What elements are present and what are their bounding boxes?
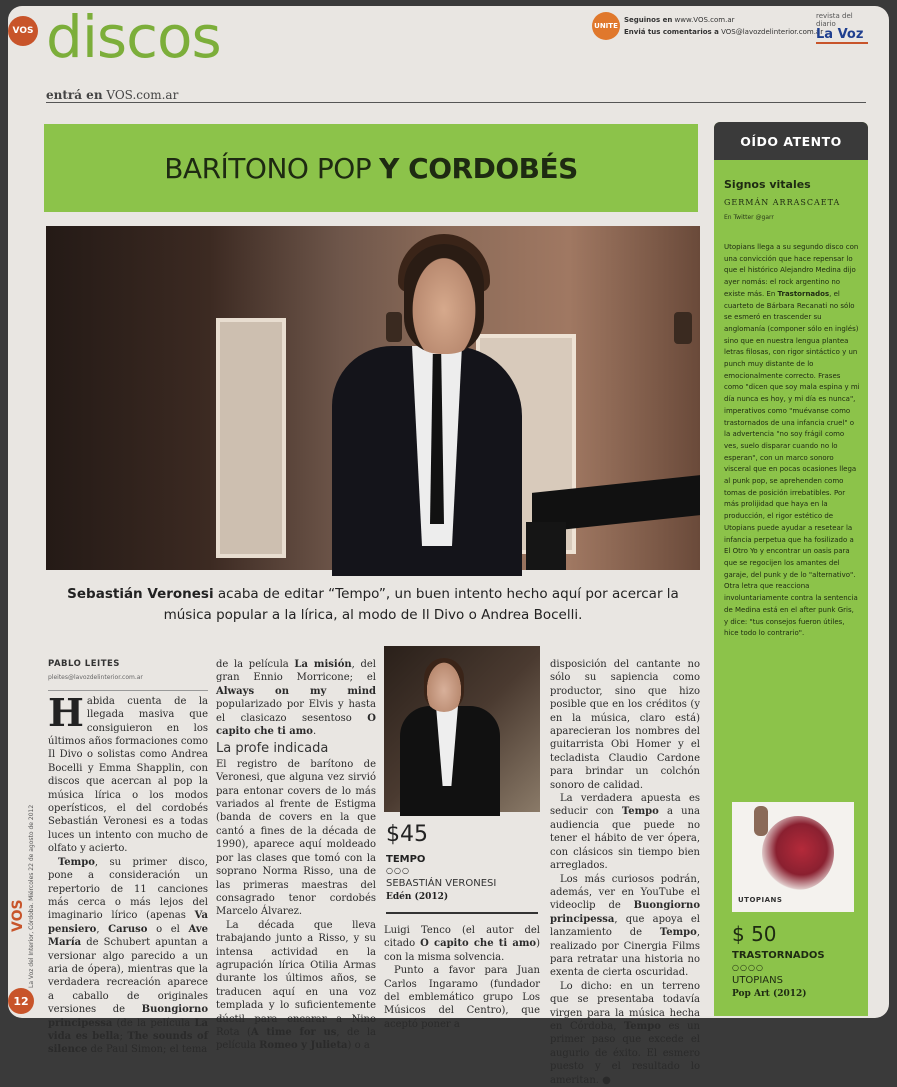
- photo-caption: [46, 584, 700, 626]
- sidebar-title: Signos vitales: [724, 178, 811, 191]
- photo-window-left: [216, 318, 286, 558]
- margin-vos: VOS: [10, 899, 26, 932]
- main-photo: [46, 226, 700, 570]
- follow-email: VOS@lavozdelinterior.com.ar: [721, 28, 824, 36]
- entra-site: VOS.com.ar: [106, 88, 179, 102]
- follow-prefix-2: Enviá tus comentarios a: [624, 28, 719, 36]
- entra-link[interactable]: [46, 88, 178, 102]
- sidebar-product-title: TRASTORNADOS: [732, 950, 825, 961]
- follow-site: www.VOS.com.ar: [674, 16, 735, 24]
- cover-figure: [754, 806, 768, 836]
- photo-piano-stool: [526, 522, 566, 570]
- headline-bold: Y CORDOBÉS: [379, 151, 578, 185]
- small-photo: [384, 646, 540, 812]
- vos-badge: VOS: [8, 16, 38, 46]
- unite-badge: UNITE: [592, 12, 620, 40]
- sidebar-text: Utopians llega a su segundo disco con una convicción que hace repensar lo que el histórico Alejandro Medina dijo ayer nomás: el rock argentino no existe más. En Trastornados, el cuarteto de Bárbara Recanati no sólo se esmeró en trascender su anglomanía (componer sólo en inglés) sino que en nuestra lengua plantea letras filosas, con rigor sintáctico y un punch muy distante de lo emocionalmente correcto. Frases como "dicen que soy mala espina y mi día nunca es hoy, y mi día es nunca", imperativos como "muévanse como trastornados de una infancia cruel" o la advertencia "no soy frágil como ves, suelo disparar cuando no lo esperan", con un marco sonoro visceral que en pocas ocasiones llega al punk pop, se aprehenden como tomas de posición irrebatibles. Por más prolijidad que haya en la producción, el rigor estético de Utopians puede ayudar a resetear la infancia perpetua que ha fosilizado a El Otro Yo y encontrar un oasis para que se regocijen los amantes del garaje, del punk y de lo "alternativo". Otra letra que reacciona involuntariamente contra la sentencia de Medina está en el after punk Gris, y dice: "tus consejos fueron útiles, hice todo lo contrario".: [724, 243, 860, 638]
- sidebar-rating: ○○○○: [732, 963, 764, 972]
- sidebar-artist: UTOPIANS: [732, 975, 783, 986]
- product-artist: SEBASTIÁN VERONESI: [386, 878, 497, 889]
- dropcap: H: [48, 689, 84, 735]
- sidebar-author: GERMÁN ARRASCAETA: [724, 198, 841, 207]
- caption-text: acaba de editar “Tempo”, un buen intento hecho aquí por acercar la música popular a la lírica, al modo de Il Divo o Andrea Bocelli.: [163, 586, 679, 623]
- photo-person-head: [404, 244, 484, 354]
- follow-info: [624, 14, 823, 38]
- sidebar-heading: OÍDO ATENTO: [714, 122, 868, 160]
- product-label: Edén (2012): [386, 892, 449, 902]
- headline-light: BARÍTONO POP: [164, 151, 372, 185]
- small-photo-head: [424, 658, 464, 712]
- product-rule: [386, 912, 538, 914]
- article-column-2: de la película La misión, del gran Ennio Morricone; el Always on my mind popularizado por Elvis y hasta el clasicazo sesentoso O capito che ti amo. La profe indicada El registro de barítono de Veronesi, que alguna vez sirvió para entonar covers de lo más variados al frente de Estigma (banda de covers en la que cantó a fines de la década de 1990), aparece aquí moldeado por las clases que tomó con la soprano Norma Risso, una de las primeras maestras del consagrado tenor cordobés Marcelo Álvarez. La década que lleva trabajando junto a Risso, y su intensa actividad en la agrupación lírica Otilia Armas durante los últimos años, se traducen aquí en una voz templada y lo suficientemente dúctil para encarar a Nino Rota (A time for us, de la película Romeo y Julieta) o a: [216, 659, 377, 1052]
- entra-prefix: entrá en: [46, 88, 103, 102]
- caption-name: Sebastián Veronesi: [67, 586, 214, 602]
- page-number: 12: [8, 988, 34, 1014]
- section-title: discos: [46, 3, 221, 71]
- header-rule: [46, 102, 866, 103]
- newspaper-page: [8, 3, 889, 1086]
- byline-email: pleites@lavozdelinterior.com.ar: [48, 671, 208, 690]
- sidebar-album-cover: [732, 802, 854, 912]
- product-price: $45: [386, 822, 428, 847]
- subhead: La profe indicada: [216, 741, 329, 757]
- article-column-3: Luigi Tenco (el autor del citado O capito che ti amo) con la misma solvencia. Punto a favor para Juan Carlos Ingaramo (fundador del emblemático grupo Los Músicos del Centro), que aceptó poner a: [384, 925, 540, 1030]
- article-column-1: PABLO LEITES pleites@lavozdelinterior.com.ar Habida cuenta de la llegada masiva que consiguieron en los últimos años formaciones como Il Divo o solistas como Andrea Bocelli y Emma Shapplin, con discos que acercan al pop la música lírica o los modos operísticos, el del cordobés Sebastián Veronesi es a todas luces un intento con mucho de olfato y acierto. Tempo, su primer disco, pone a consideración un repertorio de 11 canciones más cerca o más lejos del imaginario lírico (apenas Va pensiero, Caruso o el Ave María de Schubert apuntan a versionar algo parecido a un aria de ópera), mientras que la verdadera recreación aparece a caballo de originales versiones de Buongiorno principessa (de la película La vida es bella; The sounds of silence de Paul Simon; el tema: [48, 659, 208, 1056]
- lavoz-caption: revista del diario: [816, 12, 853, 28]
- lavoz-logo: La Voz: [816, 28, 868, 44]
- cover-splash: [762, 816, 834, 890]
- sidebar-label: Pop Art (2012): [732, 989, 807, 999]
- lavoz-brand: [816, 12, 868, 44]
- headline: [44, 124, 698, 212]
- product-rating: ○○○: [386, 866, 410, 875]
- follow-prefix-1: Seguinos en: [624, 16, 673, 24]
- photo-lamp-right: [674, 312, 692, 344]
- article-column-4: disposición del cantante no sólo su sapiencia como productor, sino que hizo posible que en los créditos (y en la música, claro está) aparecieran los nombres del guitarrista Obi Homer y el tecladista Claudio Cardone para brindar un colchón sonoro de calidad. La verdadera apuesta es seducir con Tempo a una audiencia que puede no tener el hábito de ver ópera, con clásicos sin tiempo bien arreglados. Los más curiosos podrán, además, ver en YouTube el videoclip de Buongiorno principessa, que apoya el lanzamiento de Tempo, realizado por Cinergia Films para retratar una historia no exenta de cierta oscuridad. Lo dicho: en un terreno que se presentaba todavía virgen para la música hecha en Córdoba, Tempo es un primer paso que excede el augurio de éxito. El esmero puesto y el resultado lo ameritan. ●: [550, 659, 700, 1086]
- cover-band-name: UTOPIANS: [738, 896, 783, 904]
- sidebar-twitter: En Twitter @garr: [724, 214, 774, 221]
- photo-lamp-left: [386, 312, 402, 342]
- product-title: TEMPO: [386, 854, 426, 865]
- sidebar-price: $ 50: [732, 922, 777, 946]
- margin-date: La Voz del Interior, Córdoba. Miércoles 22 de agosto de 2012: [28, 804, 35, 988]
- byline: PABLO LEITES: [48, 659, 120, 669]
